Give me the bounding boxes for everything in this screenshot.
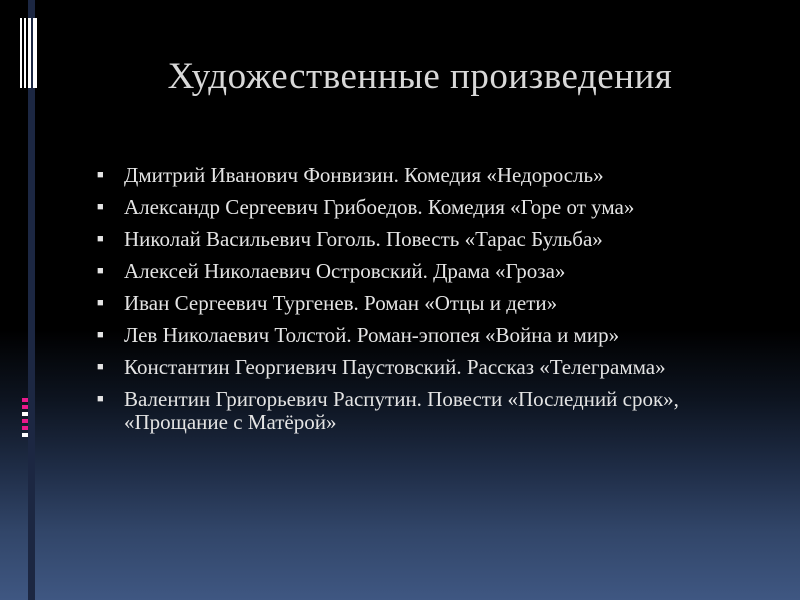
- decorative-mark: [22, 419, 28, 423]
- decorative-mark: [22, 405, 28, 409]
- list-item-text: Алексей Николаевич Островский. Драма «Гроза»: [124, 259, 566, 283]
- works-list: [97, 164, 757, 443]
- decorative-bar: [28, 18, 31, 88]
- bullet-icon: ■: [97, 201, 104, 213]
- slide-title: Художественные произведения: [167, 56, 673, 97]
- list-item-text: Иван Сергеевич Тургенев. Роман «Отцы и дети»: [124, 291, 558, 315]
- bullet-icon: ■: [97, 233, 104, 245]
- left-decorative-stripe: [28, 0, 35, 600]
- decorative-bar: [24, 18, 26, 88]
- bullet-icon: ■: [97, 329, 104, 341]
- list-item-text: Лев Николаевич Толстой. Роман-эпопея «Война и мир»: [124, 323, 620, 347]
- list-item-text: Александр Сергеевич Грибоедов. Комедия «Горе от ума»: [124, 195, 635, 219]
- list-item: [97, 324, 757, 347]
- list-item: [97, 356, 757, 379]
- list-item: [97, 228, 757, 251]
- list-item: [97, 260, 757, 283]
- bullet-icon: ■: [97, 297, 104, 309]
- list-item-text: Валентин Григорьевич Распутин. Повести «Последний срок», «Прощание с Матёрой»: [124, 387, 679, 434]
- decorative-mark: [22, 398, 28, 402]
- decorative-bar: [20, 18, 22, 88]
- list-item: [97, 164, 757, 187]
- list-item: [97, 196, 757, 219]
- bullet-icon: ■: [97, 265, 104, 277]
- list-item-text: Константин Георгиевич Паустовский. Рассказ «Телеграмма»: [124, 355, 666, 379]
- list-item: [97, 388, 757, 434]
- bullet-icon: ■: [97, 393, 104, 405]
- decorative-mark: [22, 433, 28, 437]
- list-item-text: Николай Васильевич Гоголь. Повесть «Тарас Бульба»: [124, 227, 603, 251]
- decorative-mark: [22, 412, 28, 416]
- decorative-mark: [22, 426, 28, 430]
- decorative-bar: [33, 18, 37, 88]
- bullet-icon: ■: [97, 361, 104, 373]
- decorative-bars: [20, 18, 38, 88]
- bullet-icon: ■: [97, 169, 104, 181]
- list-item-text: Дмитрий Иванович Фонвизин. Комедия «Недоросль»: [124, 163, 604, 187]
- list-item: [97, 292, 757, 315]
